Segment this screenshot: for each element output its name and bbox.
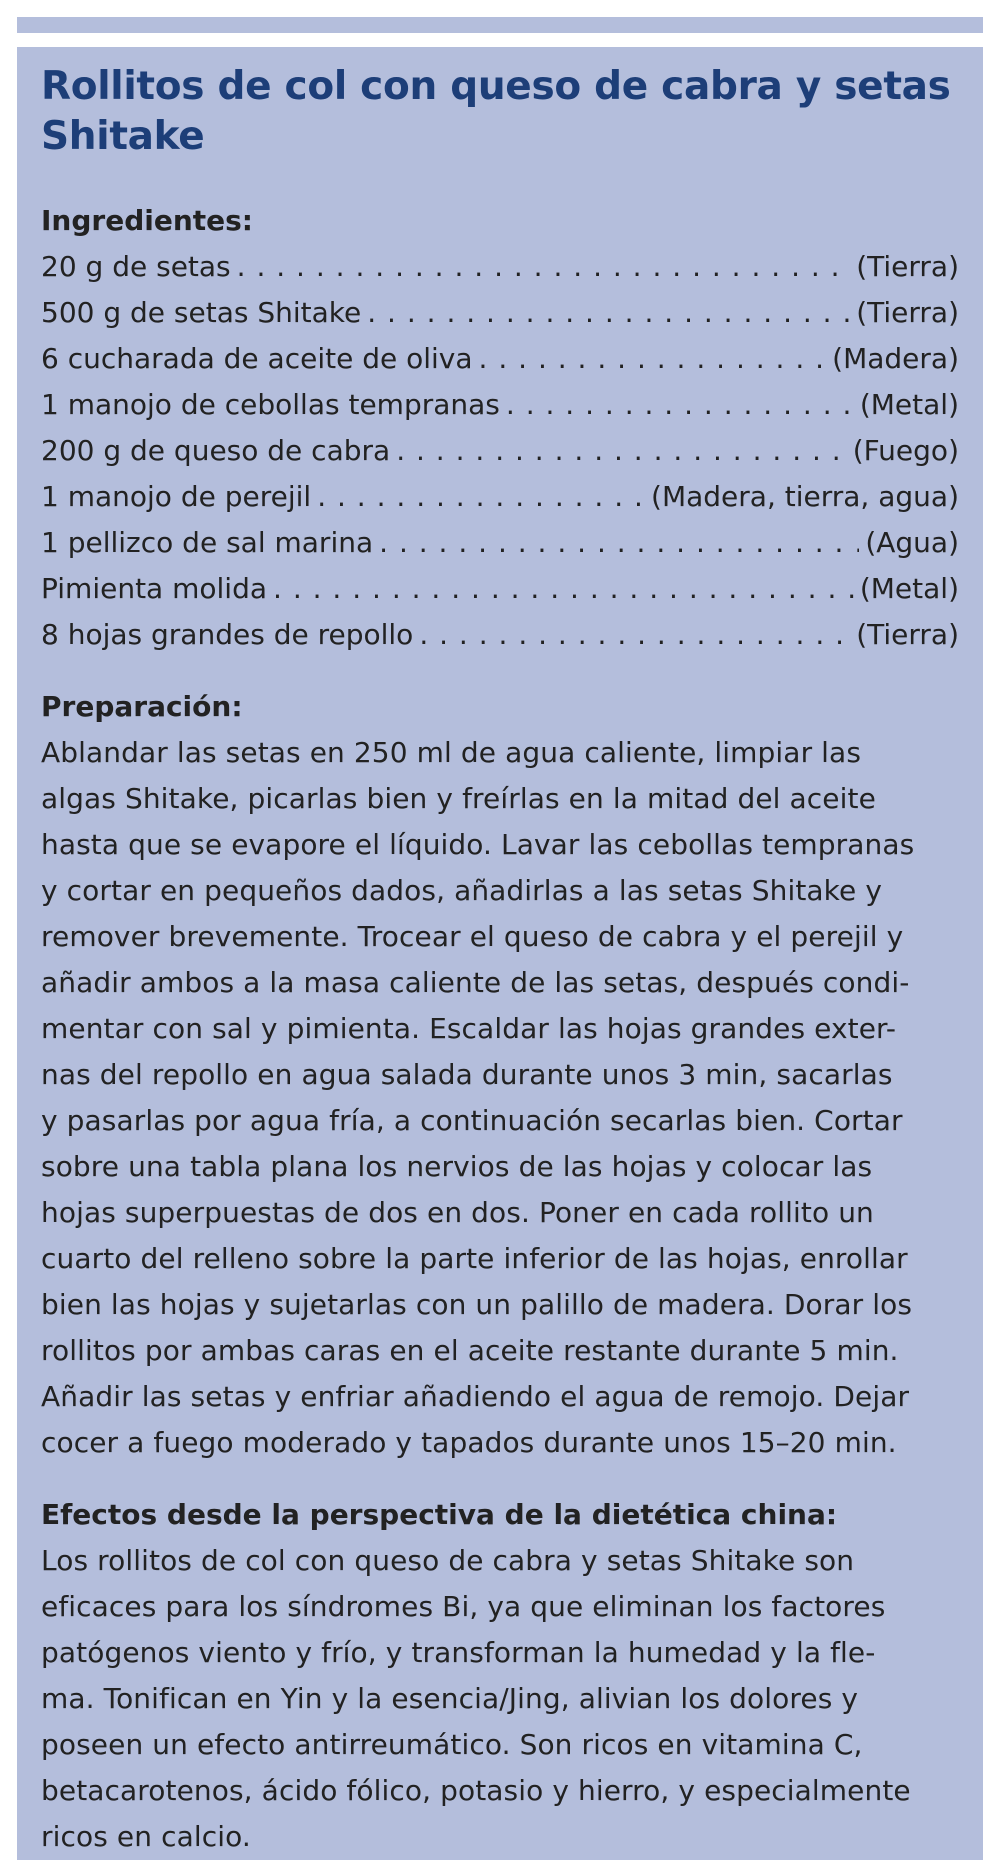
ingredient-name: 20 g de setas: [41, 250, 231, 283]
ingredient-row: [41, 474, 959, 520]
ingredients-heading: Ingredientes:: [41, 204, 253, 237]
effects-line: betacarotenos, ácido fólico, potasio y hierro, y especialmente: [41, 1774, 911, 1807]
recipe-title-line: Shitake: [41, 114, 205, 159]
ingredient-name: 1 manojo de perejil: [41, 480, 312, 513]
dot-leader: [317, 474, 645, 520]
preparation-line: nas del repollo en agua salada durante unos 3 min, sacarlas: [41, 1058, 893, 1091]
preparation-line: Añadir las setas y enfriar añadiendo el agua de remojo. Dejar: [41, 1380, 910, 1413]
ingredient-element: (Agua): [865, 526, 959, 559]
top-divider-bar: [17, 17, 983, 33]
preparation-line: sobre una tabla plana los nervios de las hojas y colocar las: [41, 1150, 873, 1183]
preparation-text: [41, 730, 959, 1466]
ingredient-name: 1 pellizco de sal marina: [41, 526, 374, 559]
ingredient-element: (Metal): [859, 572, 959, 605]
ingredient-name: 1 manojo de cebollas tempranas: [41, 388, 500, 421]
ingredient-name: 200 g de queso de cabra: [41, 434, 391, 467]
preparation-line: remover brevemente. Trocear el queso de cabra y el perejil y: [41, 920, 904, 953]
effects-line: ma. Tonifican en Yin y la esencia/Jing, alivian los dolores y: [41, 1682, 859, 1715]
preparation-line: cuarto del relleno sobre la parte inferior de las hojas, enrollar: [41, 1242, 908, 1275]
ingredient-element: (Tierra): [856, 296, 959, 329]
ingredient-element: (Tierra): [856, 250, 959, 283]
ingredient-row: [41, 244, 959, 290]
preparation-line: Ablandar las setas en 250 ml de agua caliente, limpiar las: [41, 736, 862, 769]
preparation-line: añadir ambos a la masa caliente de las setas, después condi-: [41, 966, 910, 999]
dot-leader: [419, 612, 850, 658]
preparation-line: bien las hojas y sujetarlas con un palillo de madera. Dorar los: [41, 1288, 913, 1321]
preparation-line: y pasarlas por agua fría, a continuación secarlas bien. Cortar: [41, 1104, 903, 1137]
ingredient-element: (Metal): [859, 388, 959, 421]
ingredient-row: [41, 382, 959, 428]
dot-leader: [396, 428, 847, 474]
recipe-title-line: Rollitos de col con queso de cabra y setas: [41, 64, 951, 109]
ingredient-element: (Fuego): [852, 434, 959, 467]
dot-leader: [273, 566, 854, 612]
ingredient-row: [41, 566, 959, 612]
dot-leader: [379, 520, 859, 566]
effects-heading: Efectos desde la perspectiva de la dietética china:: [41, 1498, 838, 1531]
preparation-line: algas Shitake, picarlas bien y freírlas en la mitad del aceite: [41, 782, 876, 815]
ingredient-name: Pimienta molida: [41, 572, 268, 605]
dot-leader: [367, 290, 850, 336]
effects-line: Los rollitos de col con queso de cabra y setas Shitake son: [41, 1544, 855, 1577]
ingredient-name: 500 g de setas Shitake: [41, 296, 362, 329]
ingredient-element: (Madera): [832, 342, 959, 375]
preparation-line: cocer a fuego moderado y tapados durante unos 15–20 min.: [41, 1426, 897, 1459]
effects-text: [41, 1538, 959, 1860]
ingredients-list: [41, 244, 959, 658]
ingredient-element: (Tierra): [856, 618, 959, 651]
effects-line: ricos en calcio.: [41, 1820, 251, 1853]
preparation-heading: Preparación:: [41, 690, 243, 723]
dot-leader: [506, 382, 854, 428]
ingredient-row: [41, 336, 959, 382]
recipe-box: [17, 47, 983, 1860]
effects-line: patógenos viento y frío, y transforman la humedad y la fle-: [41, 1636, 876, 1669]
ingredient-row: [41, 520, 959, 566]
preparation-line: mentar con sal y pimienta. Escaldar las hojas grandes exter-: [41, 1012, 897, 1045]
preparation-line: rollitos por ambas caras en el aceite restante durante 5 min.: [41, 1334, 899, 1367]
dot-leader: [237, 244, 851, 290]
ingredient-name: 6 cucharada de aceite de oliva: [41, 342, 473, 375]
effects-line: poseen un efecto antirreumático. Son ricos en vitamina C,: [41, 1728, 863, 1761]
preparation-line: hasta que se evapore el líquido. Lavar las cebollas tempranas: [41, 828, 915, 861]
preparation-line: hojas superpuestas de dos en dos. Poner en cada rollito un: [41, 1196, 874, 1229]
ingredient-name: 8 hojas grandes de repollo: [41, 618, 414, 651]
dot-leader: [479, 336, 827, 382]
ingredient-row: [41, 612, 959, 658]
ingredient-element: (Madera, tierra, agua): [651, 480, 959, 513]
ingredient-row: [41, 428, 959, 474]
ingredient-row: [41, 290, 959, 336]
recipe-title: [41, 62, 959, 162]
preparation-line: y cortar en pequeños dados, añadirlas a las setas Shitake y: [41, 874, 882, 907]
effects-line: eficaces para los síndromes Bi, ya que eliminan los factores: [41, 1590, 886, 1623]
